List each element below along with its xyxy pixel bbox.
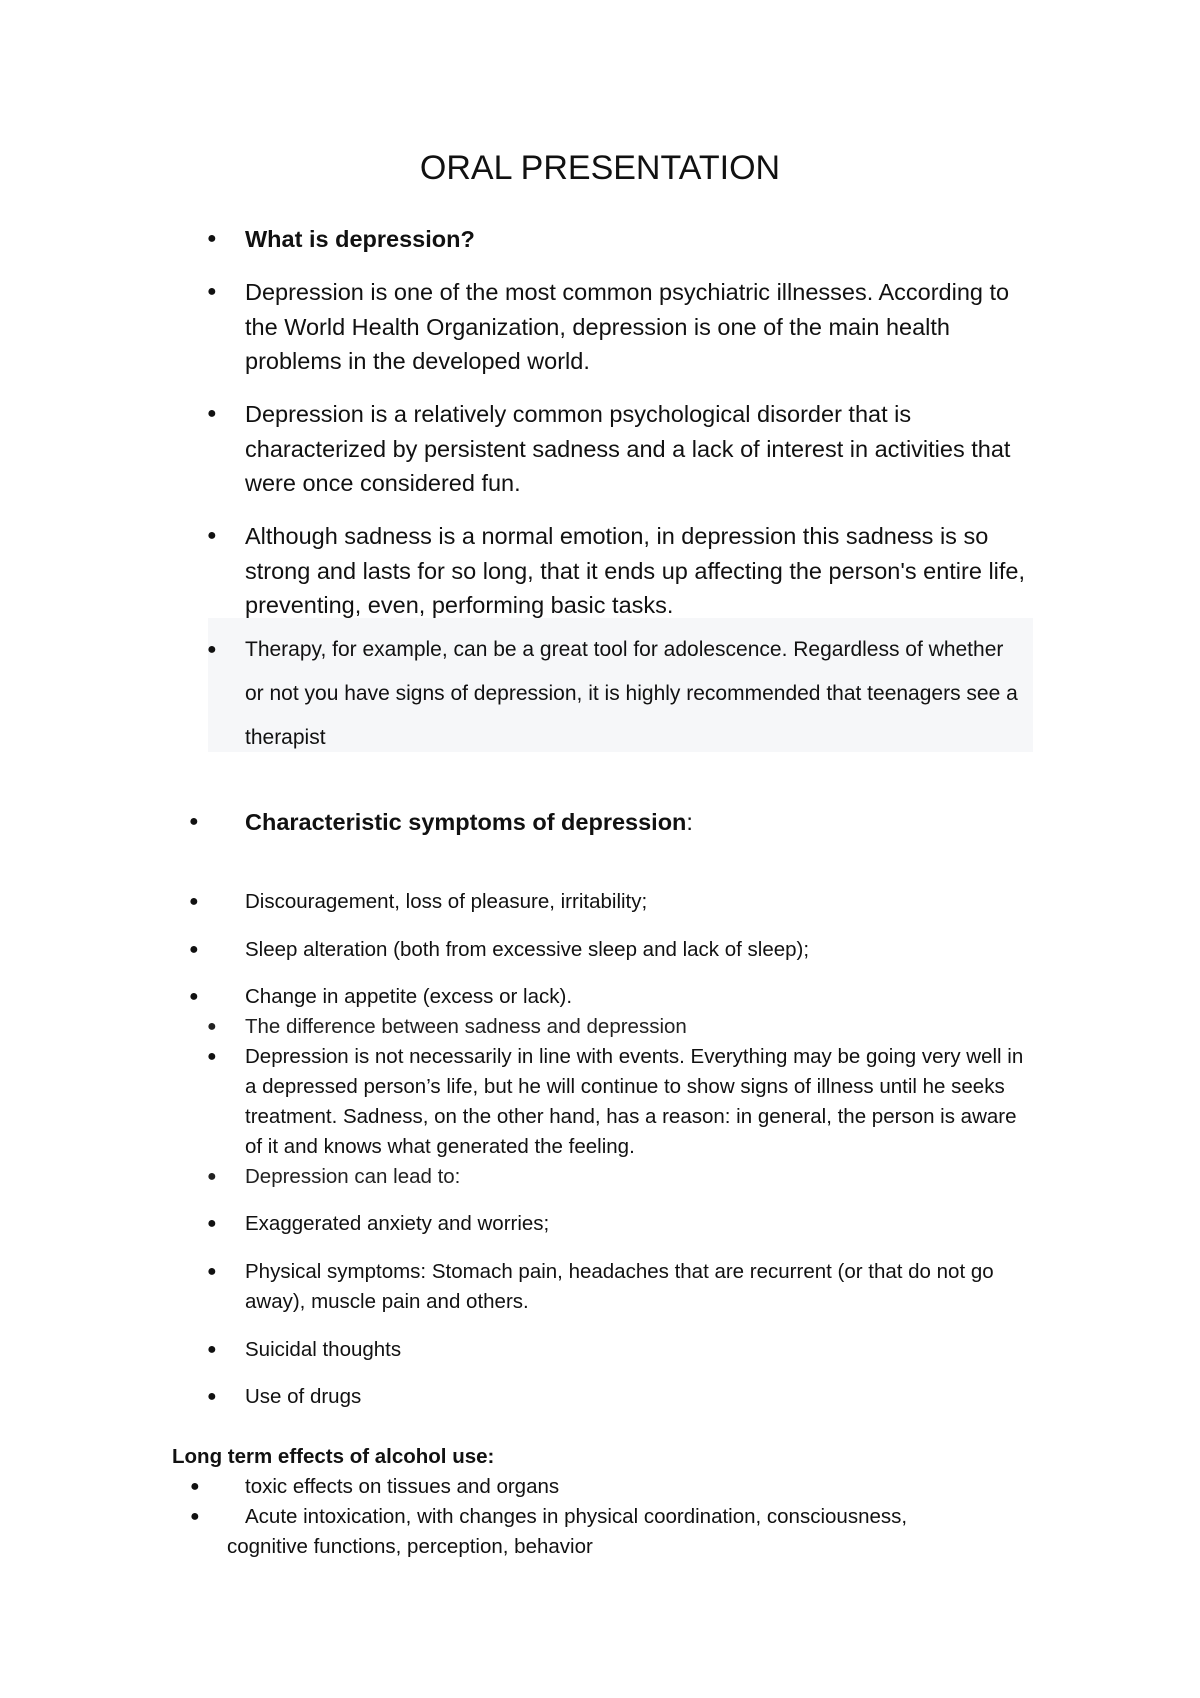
bullet-icon: ● [207, 1018, 217, 1035]
alcohol-text: Acute intoxication, with changes in physical coordination, consciousness, cognitive functions, perception, behavior [227, 1505, 908, 1558]
bullet-icon: ● [189, 813, 199, 830]
bullet-icon: ● [207, 1341, 217, 1358]
page-title: ORAL PRESENTATION [419, 149, 781, 187]
symptom-text: Change in appetite (excess or lack). [245, 985, 573, 1008]
bullet-text: Depression is a relatively common psychological disorder that is characterized by persistent sadness and a lack of interest in activities that were once considered fun. [245, 401, 1011, 496]
list-item [207, 1382, 1035, 1412]
list-item [189, 982, 1035, 1012]
bullet-icon: ● [189, 893, 199, 910]
bullet-icon: ● [207, 1388, 217, 1405]
bullet-text: Depression is one of the most common psychiatric illnesses. According to the World Health Organization, depression is one of the main health problems in the developed world. [245, 279, 1010, 374]
alcohol-text: toxic effects on tissues and organs [245, 1475, 560, 1498]
leads-heading: Depression can lead to: [245, 1165, 461, 1188]
leads-text: Use of drugs [245, 1385, 362, 1408]
bullet-icon: ● [207, 283, 217, 300]
list-item [207, 275, 1035, 379]
list-item-difference-heading [207, 1012, 1035, 1042]
list-item-highlight [207, 628, 1025, 760]
leads-text: Suicidal thoughts [245, 1338, 402, 1361]
bullet-icon: ● [207, 527, 217, 544]
bullet-icon: ● [189, 941, 199, 958]
symptom-text: Sleep alteration (both from excessive sleep and lack of sleep); [245, 938, 810, 961]
bullet-icon: ● [207, 1263, 217, 1280]
list-item [207, 1209, 1035, 1239]
symptoms-heading-suffix: : [686, 809, 693, 835]
list-item [207, 397, 1035, 501]
alcohol-heading: Long term effects of alcohol use: [172, 1445, 495, 1468]
leads-text: Exaggerated anxiety and worries; [245, 1212, 550, 1235]
bullet-icon: ● [190, 1508, 200, 1525]
list-item-question [207, 222, 1035, 257]
bullet-text: Although sadness is a normal emotion, in depression this sadness is so strong and lasts for so long, that it ends up affecting the person's entire life, preventing, even, performing basic tasks. [245, 523, 1026, 618]
list-item [207, 1042, 1035, 1162]
leads-text: Physical symptoms: Stomach pain, headaches that are recurrent (or that do not go away), muscle pain and others. [245, 1260, 994, 1313]
symptoms-heading: Characteristic symptoms of depression [245, 809, 687, 835]
difference-heading: The difference between sadness and depression [245, 1015, 687, 1038]
difference-text: Depression is not necessarily in line with events. Everything may be going very well in a depressed person’s life, but he will continue to show signs of illness until he seeks treatment. Sadness, on the other hand, has a reason: in general, the person is aware of it and knows what generated the feeling. [245, 1045, 1024, 1158]
list-item [190, 1472, 1035, 1502]
bullet-icon: ● [207, 405, 217, 422]
bullet-icon: ● [190, 1478, 200, 1495]
bullet-icon: ● [207, 1215, 217, 1232]
list-item [190, 1502, 987, 1562]
list-item [189, 935, 1035, 965]
symptom-text: Discouragement, loss of pleasure, irritability; [245, 890, 648, 913]
list-item [207, 519, 1035, 623]
bullet-icon: ● [207, 230, 217, 247]
list-item [207, 1335, 1035, 1365]
list-item-symptoms-heading [189, 805, 1035, 840]
bullet-icon: ● [189, 988, 199, 1005]
highlight-text: Therapy, for example, can be a great tool for adolescence. Regardless of whether or not you have signs of depression, it is highly recommended that teenagers see a therapist [245, 638, 1018, 749]
bullet-icon: ● [207, 641, 217, 658]
bullet-icon: ● [207, 1048, 217, 1065]
bullet-icon: ● [207, 1168, 217, 1185]
question-text: What is depression? [245, 226, 475, 252]
list-item [189, 887, 1035, 917]
list-item-leads-heading [207, 1162, 1035, 1192]
list-item [207, 1257, 1040, 1317]
